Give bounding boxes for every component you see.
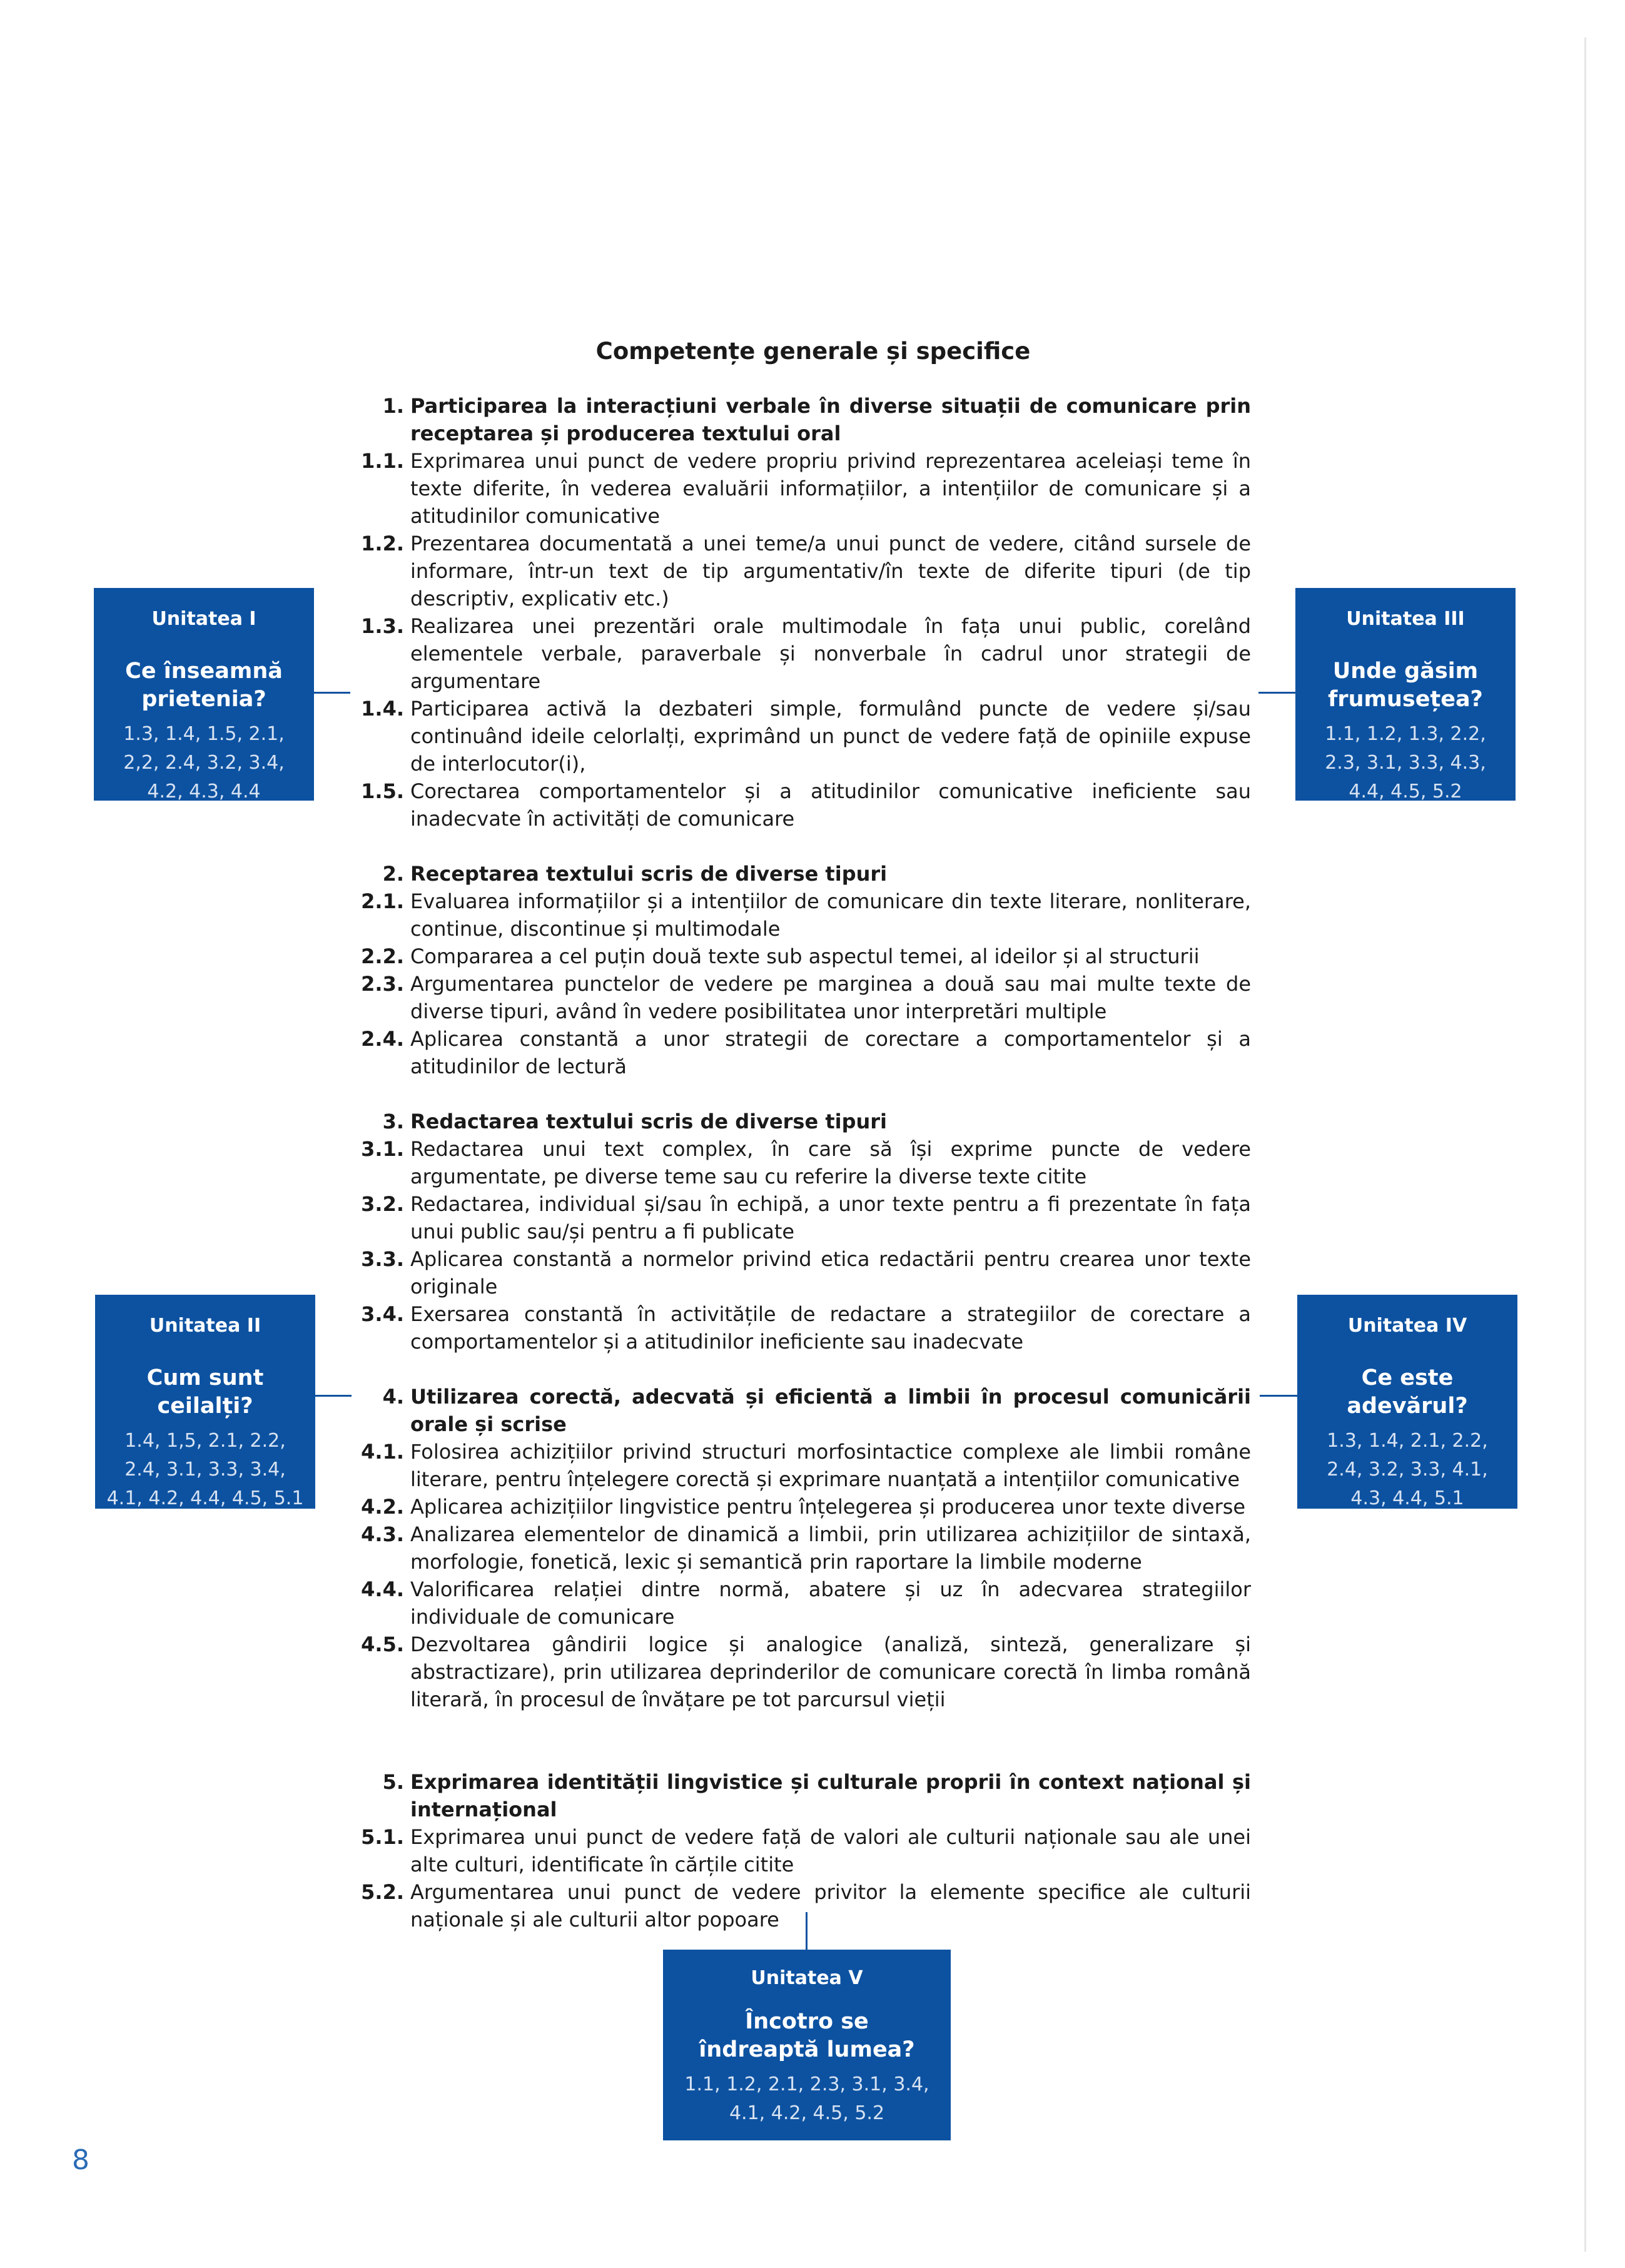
section-number: 4. bbox=[382, 1385, 404, 1409]
item-text: Evaluarea informațiilor și a intențiilor de comunicare din texte literare, nonliterare, continue, discontinue și multimodale bbox=[410, 889, 1251, 941]
section-heading bbox=[350, 860, 1251, 888]
item-text: Prezentarea documentată a unei teme/a unui punct de vedere, citând sursele de informare, într-un text de tip argumentativ/în texte de diferite tipuri (de tip descriptiv, explicativ etc.) bbox=[410, 532, 1251, 610]
competence-item bbox=[350, 1878, 1251, 1933]
section-number: 2. bbox=[382, 862, 404, 886]
unit-codes: 1.3, 1.4, 1.5, 2.1, 2,2, 2.4, 3.2, 3.4, 4.2, 4.3, 4.4 bbox=[123, 723, 285, 802]
connector-line bbox=[1258, 692, 1295, 694]
unit-question: Încotro se îndreaptă lumea? bbox=[699, 2009, 915, 2062]
competence-item bbox=[350, 1493, 1251, 1521]
unit-question: Unde găsim frumusețea? bbox=[1328, 659, 1483, 712]
competence-item bbox=[350, 1631, 1251, 1713]
item-text: Exprimarea unui punct de vedere propriu privind reprezentarea aceleiași teme în texte diferite, în vederea evaluării informațiilor, a intențiilor de comunicare și a atitudinilor comunicative bbox=[410, 449, 1251, 528]
section-title: Participarea la interacțiuni verbale în diverse situații de comunicare prin receptarea și producerea textului oral bbox=[410, 394, 1251, 445]
item-text: Redactarea, individual și/sau în echipă, a unor texte pentru a fi prezentate în fața unui public sau/și pentru a fi publicate bbox=[410, 1192, 1251, 1243]
item-number: 4.1. bbox=[361, 1440, 404, 1464]
competence-item bbox=[350, 447, 1251, 530]
section-title: Redactarea textului scris de diverse tipuri bbox=[410, 1110, 888, 1133]
item-text: Folosirea achizițiilor privind structuri morfosintactice complexe ale limbii române literare, pentru înțelegere corectă și exprimare nuanțată a intențiilor comunicative bbox=[410, 1440, 1251, 1491]
unit-box-1 bbox=[94, 588, 314, 801]
item-number: 1.1. bbox=[361, 449, 404, 473]
unit-label: Unitatea V bbox=[751, 1967, 863, 1989]
unit-box-2 bbox=[95, 1295, 315, 1509]
item-text: Argumentarea punctelor de vedere pe marginea a două sau mai multe texte de diverse tipuri, având în vedere posibilitatea unor interpretări multiple bbox=[410, 972, 1251, 1023]
competence-item bbox=[350, 1823, 1251, 1878]
page-number: 8 bbox=[72, 2144, 89, 2176]
item-number: 1.4. bbox=[361, 697, 404, 721]
unit-label: Unitatea II bbox=[149, 1315, 261, 1337]
item-number: 2.4. bbox=[361, 1027, 404, 1051]
item-number: 3.2. bbox=[361, 1192, 404, 1216]
competence-item bbox=[350, 1190, 1251, 1245]
unit-codes: 1.1, 1.2, 1.3, 2.2, 2.3, 3.1, 3.3, 4.3, 4.4, 4.5, 5.2 bbox=[1325, 723, 1486, 802]
unit-question: Ce înseamnă prietenia? bbox=[125, 659, 283, 712]
section-heading bbox=[350, 1383, 1251, 1438]
item-text: Valorificarea relației dintre normă, abatere și uz în adecvarea strategiilor individuale de comunicare bbox=[410, 1577, 1251, 1629]
competence-item bbox=[350, 777, 1251, 833]
item-number: 1.3. bbox=[361, 614, 404, 638]
unit-box-3 bbox=[1295, 588, 1516, 801]
item-number: 3.1. bbox=[361, 1137, 404, 1161]
item-number: 2.1. bbox=[361, 889, 404, 913]
unit-question: Cum sunt ceilalți? bbox=[146, 1365, 264, 1419]
competence-item bbox=[350, 943, 1251, 970]
item-text: Corectarea comportamentelor și a atitudinilor comunicative ineficiente sau inadecvate în activități de comunicare bbox=[410, 779, 1251, 831]
item-number: 2.2. bbox=[361, 944, 404, 968]
unit-label: Unitatea III bbox=[1346, 608, 1465, 630]
item-text: Redactarea unui text complex, în care să își exprime puncte de vedere argumentate, pe diverse teme sau cu referire la diverse texte citite bbox=[410, 1137, 1251, 1188]
unit-label: Unitatea I bbox=[151, 608, 256, 630]
section-heading bbox=[350, 1768, 1251, 1823]
item-text: Dezvoltarea gândirii logice și analogice (analiză, sinteză, generalizare și abstractizare), prin utilizarea deprinderilor de comunicare corectă în limba română literară, în procesul de învățare pe tot parcursul vieții bbox=[410, 1633, 1251, 1711]
page-title: Competențe generale și specifice bbox=[595, 338, 1031, 365]
connector-line bbox=[806, 1912, 807, 1950]
competence-item bbox=[350, 1025, 1251, 1080]
unit-codes: 1.1, 1.2, 2.1, 2.3, 3.1, 3.4, 4.1, 4.2, 4.5, 5.2 bbox=[684, 2073, 929, 2124]
competence-item bbox=[350, 1438, 1251, 1493]
section-title: Utilizarea corectă, adecvată și eficientă a limbii în procesul comunicării orale și scrise bbox=[410, 1385, 1251, 1436]
item-text: Aplicarea constantă a unor strategii de corectare a comportamentelor și a atitudinilor de lectură bbox=[410, 1027, 1251, 1078]
competence-item bbox=[350, 1576, 1251, 1631]
unit-label: Unitatea IV bbox=[1347, 1315, 1467, 1337]
item-text: Analizarea elementelor de dinamică a limbii, prin utilizarea achizițiilor de sintaxă, morfologie, fonetică, lexic și semantică prin raportare la limbile moderne bbox=[410, 1522, 1251, 1574]
item-number: 5.1. bbox=[361, 1825, 404, 1849]
section-heading bbox=[350, 392, 1251, 447]
unit-codes: 1.4, 1,5, 2.1, 2.2, 2.4, 3.1, 3.3, 3.4, 4.1, 4.2, 4.4, 4.5, 5.1 bbox=[106, 1430, 304, 1509]
competence-item bbox=[350, 695, 1251, 777]
item-number: 3.3. bbox=[361, 1247, 404, 1271]
competence-item bbox=[350, 888, 1251, 943]
competence-item bbox=[350, 1521, 1251, 1576]
item-text: Argumentarea unui punct de vedere privitor la elemente specifice ale culturii naționale și ale culturii altor popoare bbox=[410, 1880, 1251, 1931]
connector-line bbox=[1260, 1395, 1297, 1397]
section-number: 3. bbox=[382, 1110, 404, 1133]
unit-question: Ce este adevărul? bbox=[1347, 1365, 1468, 1419]
competence-item bbox=[350, 1245, 1251, 1300]
competences-list bbox=[350, 392, 1251, 1933]
item-text: Exersarea constantă în activitățile de redactare a strategiilor de corectare a comportamentelor și a atitudinilor ineficiente sau inadecvate bbox=[410, 1302, 1251, 1354]
item-number: 1.2. bbox=[361, 532, 404, 555]
item-number: 4.3. bbox=[361, 1522, 404, 1546]
item-number: 1.5. bbox=[361, 779, 404, 803]
unit-box-4 bbox=[1297, 1295, 1517, 1509]
unit-box-5 bbox=[663, 1950, 951, 2140]
section-title: Receptarea textului scris de diverse tipuri bbox=[410, 862, 888, 886]
item-number: 3.4. bbox=[361, 1302, 404, 1326]
item-number: 2.3. bbox=[361, 972, 404, 996]
competence-item bbox=[350, 612, 1251, 695]
item-number: 4.5. bbox=[361, 1633, 404, 1656]
item-number: 5.2. bbox=[361, 1880, 404, 1904]
competence-item bbox=[350, 1300, 1251, 1355]
item-number: 4.4. bbox=[361, 1577, 404, 1601]
item-text: Participarea activă la dezbateri simple, formulând puncte de vedere și/sau continuând ideile celorlalți, exprimând un punct de vedere față de opiniile expuse de interlocutor(i), bbox=[410, 697, 1251, 776]
section-number: 1. bbox=[382, 394, 404, 418]
connector-line bbox=[315, 1395, 352, 1397]
item-text: Compararea a cel puțin două texte sub aspectul temei, al ideilor și al structurii bbox=[410, 944, 1200, 968]
item-text: Exprimarea unui punct de vedere față de valori ale culturii naționale sau ale unei alte culturi, identificate în cărțile citite bbox=[410, 1825, 1251, 1876]
section-title: Exprimarea identității lingvistice și culturale proprii în context național și internațional bbox=[410, 1770, 1251, 1821]
section-heading bbox=[350, 1108, 1251, 1135]
connector-line bbox=[314, 692, 350, 694]
competence-item bbox=[350, 530, 1251, 612]
competence-item bbox=[350, 1135, 1251, 1190]
item-number: 4.2. bbox=[361, 1495, 404, 1519]
item-text: Aplicarea achizițiilor lingvistice pentru înțelegerea și producerea unor texte diverse bbox=[410, 1495, 1246, 1519]
page-edge-rule bbox=[1584, 38, 1586, 2252]
item-text: Realizarea unei prezentări orale multimodale în fața unui public, corelând elementele verbale, paraverbale și nonverbale în cadrul unor strategii de argumentare bbox=[410, 614, 1251, 693]
item-text: Aplicarea constantă a normelor privind etica redactării pentru crearea unor texte originale bbox=[410, 1247, 1251, 1299]
unit-codes: 1.3, 1.4, 2.1, 2.2, 2.4, 3.2, 3.3, 4.1, 4.3, 4.4, 5.1 bbox=[1327, 1430, 1488, 1509]
competence-item bbox=[350, 970, 1251, 1025]
section-number: 5. bbox=[382, 1770, 404, 1794]
